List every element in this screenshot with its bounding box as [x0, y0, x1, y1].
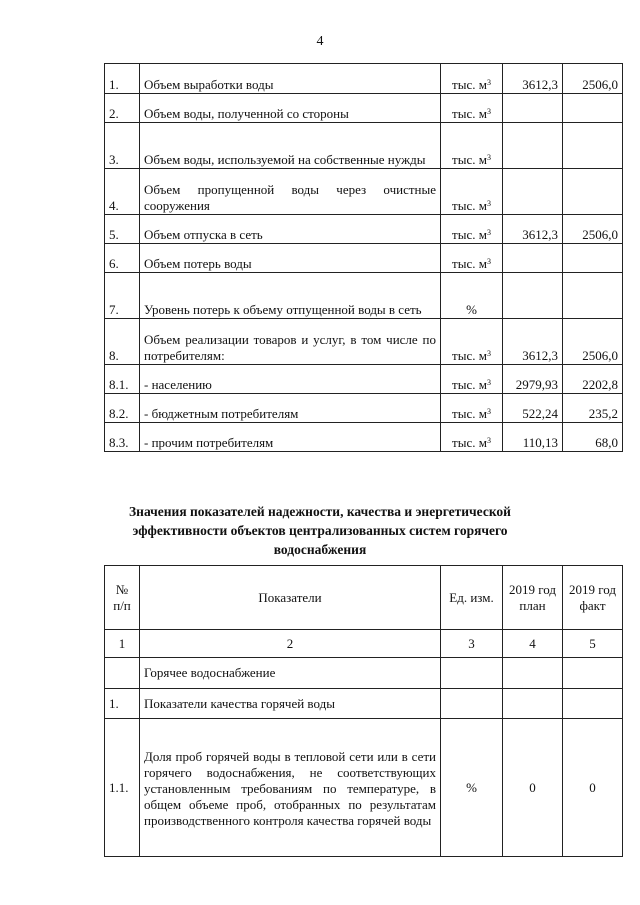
unit-text: %	[466, 302, 477, 317]
unit-text: тыс. м	[452, 198, 487, 213]
row-fact	[563, 658, 623, 689]
unit-text: тыс. м	[452, 406, 487, 421]
page-number: 4	[316, 34, 324, 49]
row-num: 8.2.	[105, 394, 140, 423]
row-value-fact: 2506,0	[563, 64, 623, 94]
row-unit	[441, 394, 503, 423]
row-unit	[441, 123, 503, 169]
row-value-plan	[503, 273, 563, 319]
table-row	[105, 169, 623, 215]
row-name: - населению	[140, 365, 441, 394]
table-header-row	[105, 566, 623, 630]
row-unit	[441, 244, 503, 273]
unit-superscript: 3	[486, 378, 491, 387]
row-value-fact: 235,2	[563, 394, 623, 423]
table-row	[105, 64, 623, 94]
row-name: Объем реализации товаров и услуг, в том числе по потребителям:	[140, 319, 441, 365]
unit-text: тыс. м	[452, 435, 487, 450]
row-value-fact: 2202,8	[563, 365, 623, 394]
row-name: Объем воды, используемой на собственные нужды	[140, 123, 441, 169]
row-num: 3.	[105, 123, 140, 169]
table-row	[105, 319, 623, 365]
unit-text: тыс. м	[452, 106, 487, 121]
row-unit	[441, 319, 503, 365]
row-unit	[441, 273, 503, 319]
header-plan: 2019 год план	[503, 566, 563, 630]
row-value-fact: 2506,0	[563, 319, 623, 365]
hot-water-indicators-table	[104, 565, 623, 857]
row-name: Объем пропущенной воды через очистные сооружения	[140, 169, 441, 215]
table-row	[105, 94, 623, 123]
row-name: Объем отпуска в сеть	[140, 215, 441, 244]
table-row	[105, 273, 623, 319]
row-name: - бюджетным потребителям	[140, 394, 441, 423]
water-volume-table	[104, 63, 623, 452]
index-cell: 1	[105, 630, 140, 658]
row-value-plan: 3612,3	[503, 64, 563, 94]
row-unit	[441, 689, 503, 719]
row-value-fact	[563, 94, 623, 123]
row-plan	[503, 689, 563, 719]
row-name: Объем потерь воды	[140, 244, 441, 273]
row-num: 8.3.	[105, 423, 140, 452]
row-unit	[441, 215, 503, 244]
table-row	[105, 365, 623, 394]
unit-superscript: 3	[486, 78, 491, 87]
row-value-plan: 3612,3	[503, 215, 563, 244]
unit-text: тыс. м	[452, 227, 487, 242]
row-value-fact	[563, 273, 623, 319]
row-name: Уровень потерь к объему отпущенной воды в сеть	[140, 273, 441, 319]
row-value-plan: 522,24	[503, 394, 563, 423]
table-row	[105, 394, 623, 423]
row-unit	[441, 94, 503, 123]
row-value-plan	[503, 123, 563, 169]
row-name: Объем воды, полученной со стороны	[140, 94, 441, 123]
row-num: 8.	[105, 319, 140, 365]
row-unit	[441, 365, 503, 394]
row-name: Объем выработки воды	[140, 64, 441, 94]
row-num: 1.	[105, 64, 140, 94]
index-row	[105, 630, 623, 658]
row-name: Горячее водоснабжение	[140, 658, 441, 689]
row-plan: 0	[503, 719, 563, 857]
row-num: 5.	[105, 215, 140, 244]
header-unit: Ед. изм.	[441, 566, 503, 630]
row-unit	[441, 169, 503, 215]
index-cell: 5	[563, 630, 623, 658]
header-num: № п/п	[105, 566, 140, 630]
row-num: 6.	[105, 244, 140, 273]
row-num: 2.	[105, 94, 140, 123]
row-num: 8.1.	[105, 365, 140, 394]
unit-text: тыс. м	[452, 256, 487, 271]
row-num: 1.	[105, 689, 140, 719]
unit-text: тыс. м	[452, 77, 487, 92]
index-cell: 3	[441, 630, 503, 658]
table-row	[105, 244, 623, 273]
row-fact	[563, 689, 623, 719]
unit-superscript: 3	[486, 436, 491, 445]
row-value-fact: 2506,0	[563, 215, 623, 244]
unit-text: тыс. м	[452, 377, 487, 392]
index-cell: 2	[140, 630, 441, 658]
row-value-plan: 110,13	[503, 423, 563, 452]
row-value-plan	[503, 169, 563, 215]
row-num: 7.	[105, 273, 140, 319]
row-name: - прочим потребителям	[140, 423, 441, 452]
unit-text: тыс. м	[452, 348, 487, 363]
unit-text: тыс. м	[452, 152, 487, 167]
section-heading: Значения показателей надежности, качества и энергетической эффективности объектов централизованных систем горячего водоснабжения	[129, 504, 511, 557]
table-row	[105, 215, 623, 244]
row-plan	[503, 658, 563, 689]
row-name: Доля проб горячей воды в тепловой сети или в сети горячего водоснабжения, не соответствующих установленным требованиям по температуре, в общем объеме проб, отобранных по результатам производственного контроля качества горячей воды	[140, 719, 441, 857]
header-fact: 2019 год факт	[563, 566, 623, 630]
unit-superscript: 3	[486, 153, 491, 162]
row-num	[105, 658, 140, 689]
unit-superscript: 3	[486, 107, 491, 116]
table-row	[105, 658, 623, 689]
row-name: Показатели качества горячей воды	[140, 689, 441, 719]
row-unit: %	[441, 719, 503, 857]
unit-superscript: 3	[486, 407, 491, 416]
table-row	[105, 689, 623, 719]
row-value-plan: 3612,3	[503, 319, 563, 365]
row-unit	[441, 658, 503, 689]
unit-superscript: 3	[486, 257, 491, 266]
index-cell: 4	[503, 630, 563, 658]
unit-superscript: 3	[486, 349, 491, 358]
table-row	[105, 719, 623, 857]
header-name: Показатели	[140, 566, 441, 630]
row-value-fact: 68,0	[563, 423, 623, 452]
row-value-fact	[563, 244, 623, 273]
table-row	[105, 123, 623, 169]
row-value-plan	[503, 94, 563, 123]
row-value-fact	[563, 169, 623, 215]
unit-superscript: 3	[486, 199, 491, 208]
row-num: 4.	[105, 169, 140, 215]
row-unit	[441, 423, 503, 452]
row-value-plan: 2979,93	[503, 365, 563, 394]
row-fact: 0	[563, 719, 623, 857]
unit-superscript: 3	[486, 228, 491, 237]
row-value-plan	[503, 244, 563, 273]
row-num: 1.1.	[105, 719, 140, 857]
row-unit	[441, 64, 503, 94]
row-value-fact	[563, 123, 623, 169]
table-row	[105, 423, 623, 452]
